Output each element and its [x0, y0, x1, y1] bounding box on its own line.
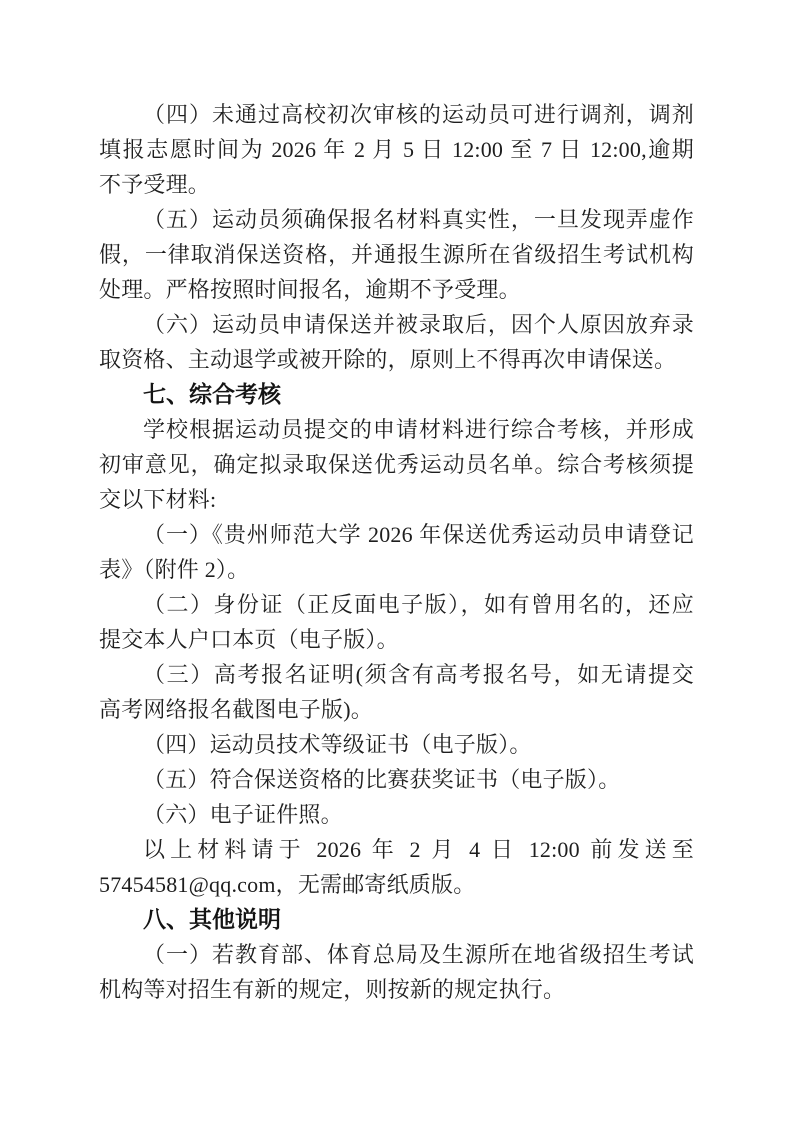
- paragraph: [99, 797, 694, 832]
- body-line: 取资格、主动退学或被开除的，原则上不得再次申请保送。: [99, 347, 677, 372]
- body-line: 以上材料请于 2026 年 2 月 4 日 12:00 前发送至: [143, 837, 694, 862]
- body-line: 提交本人户口本页（电子版）。: [99, 627, 399, 652]
- body-line: （五）运动员须确保报名材料真实性，一旦发现弄虚作: [143, 207, 694, 232]
- section-heading: 八、其他说明: [143, 906, 281, 932]
- body-line: 假，一律取消保送资格，并通报生源所在省级招生考试机构: [99, 242, 694, 267]
- paragraph: [99, 97, 694, 202]
- body-line: 表》（附件 2）。: [99, 557, 250, 582]
- paragraph: [99, 412, 694, 517]
- body-line: （五）符合保送资格的比赛获奖证书（电子版）。: [143, 767, 621, 792]
- body-line: （四）未通过高校初次审核的运动员可进行调剂，调剂: [143, 102, 694, 127]
- body-line: （二）身份证（正反面电子版），如有曾用名的，还应: [143, 592, 694, 617]
- body-line: 不予受理。: [99, 172, 211, 197]
- paragraph: [99, 587, 694, 657]
- document-content: [99, 97, 694, 1007]
- body-line: （六）运动员申请保送并被录取后，因个人原因放弃录: [143, 312, 694, 337]
- body-line: （一）若教育部、体育总局及生源所在地省级招生考试: [143, 942, 694, 967]
- section-heading: 七、综合考核: [143, 381, 281, 407]
- body-line: （六）电子证件照。: [143, 802, 343, 827]
- paragraph: [99, 202, 694, 307]
- body-line: 处理。严格按照时间报名，逾期不予受理。: [99, 277, 521, 302]
- paragraph: [99, 307, 694, 377]
- paragraph: [99, 727, 694, 762]
- body-line: 57454581@qq.com，无需邮寄纸质版。: [99, 872, 476, 897]
- body-line: 高考网络报名截图电子版)。: [99, 697, 373, 722]
- body-line: （四）运动员技术等级证书（电子版）。: [143, 732, 532, 757]
- body-line: 机构等对招生有新的规定，则按新的规定执行。: [99, 977, 566, 1002]
- body-line: 交以下材料:: [99, 487, 217, 512]
- paragraph: [99, 937, 694, 1007]
- paragraph: [99, 762, 694, 797]
- body-line: 初审意见，确定拟录取保送优秀运动员名单。综合考核须提: [99, 452, 694, 477]
- paragraph: [99, 657, 694, 727]
- paragraph: [99, 517, 694, 587]
- paragraph: [99, 832, 694, 902]
- body-line: 学校根据运动员提交的申请材料进行综合考核，并形成: [143, 417, 694, 442]
- body-line: （一）《贵州师范大学 2026 年保送优秀运动员申请登记: [143, 522, 694, 547]
- body-line: （三）高考报名证明(须含有高考报名号，如无请提交: [143, 662, 694, 687]
- body-line: 填报志愿时间为 2026 年 2 月 5 日 12:00 至 7 日 12:00,逾期: [99, 137, 694, 162]
